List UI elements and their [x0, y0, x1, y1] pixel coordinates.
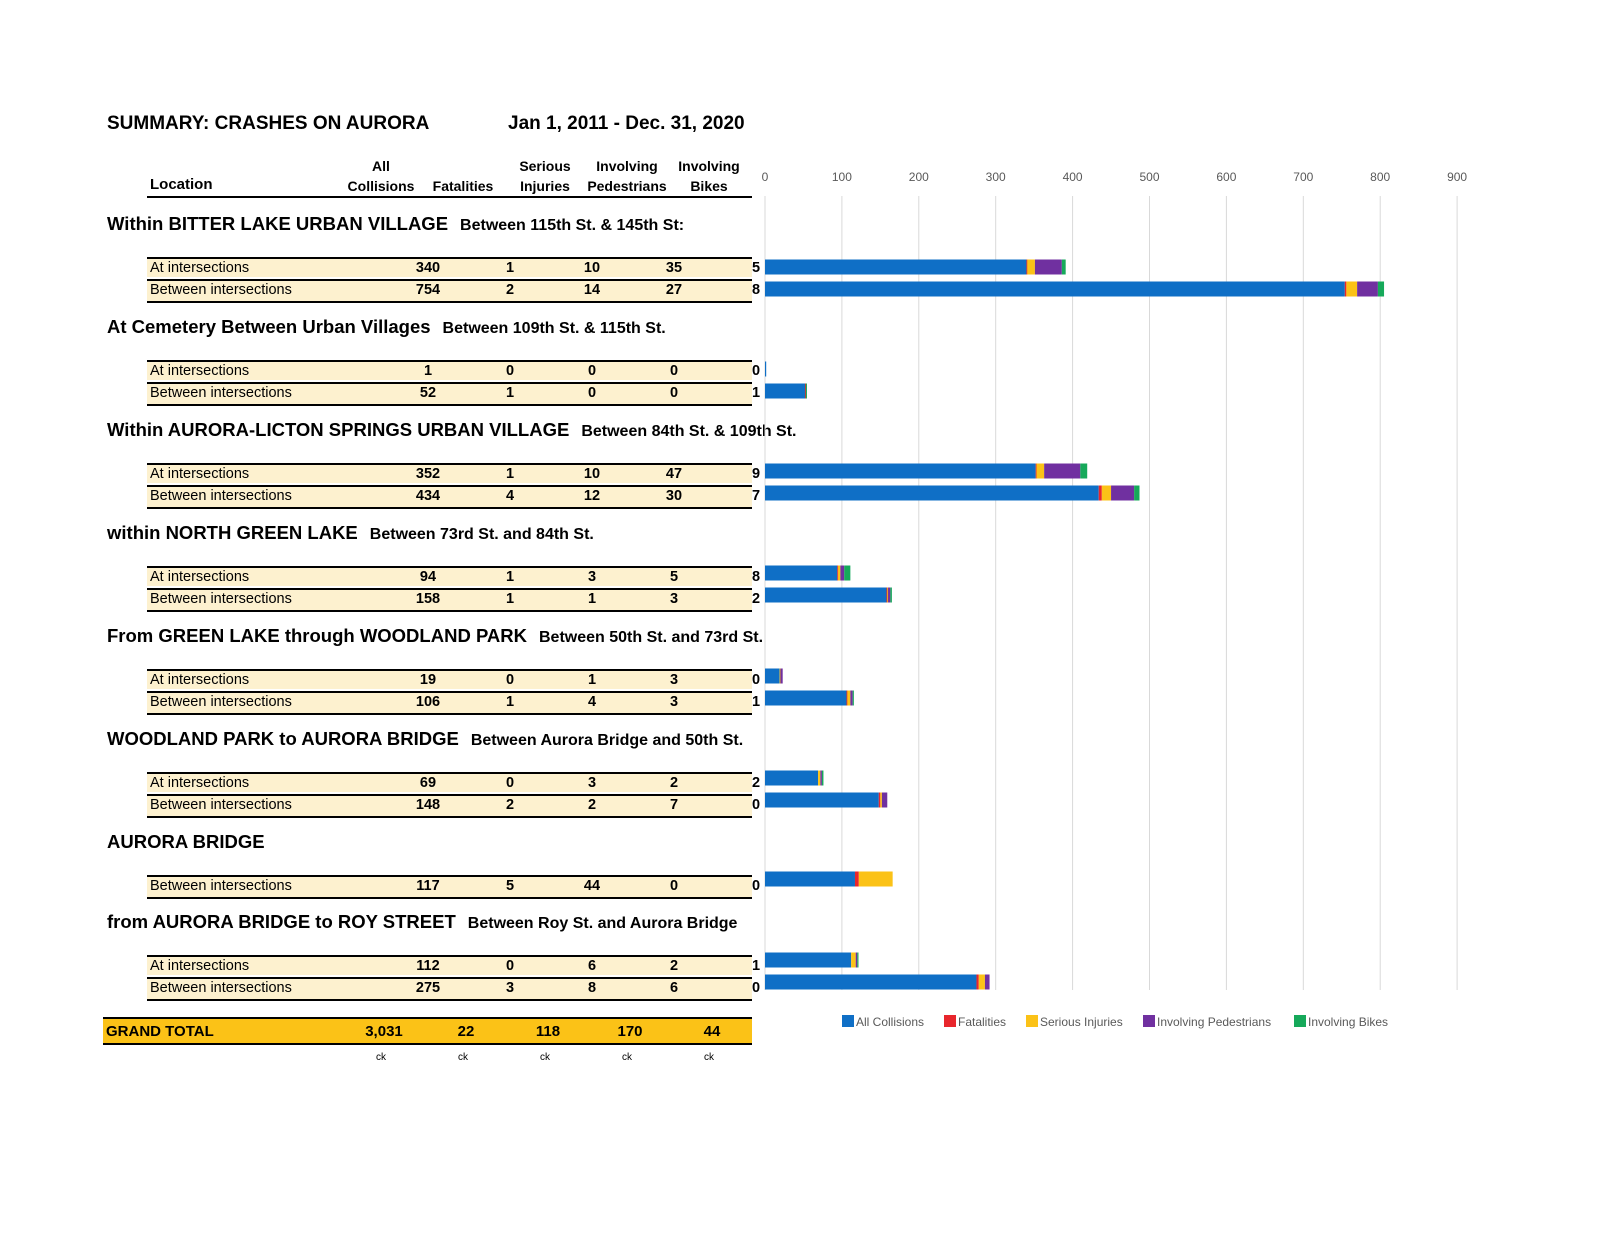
section-name: WOODLAND PARK to AURORA BRIDGE	[107, 728, 459, 749]
header-line: Serious	[519, 158, 571, 174]
cell-all-collisions: 117	[416, 878, 440, 894]
cell-all-collisions: 106	[415, 694, 441, 710]
cell-bikes: 7	[751, 488, 761, 504]
bar-all-collisions	[765, 588, 887, 603]
bar-serious-injuries	[818, 771, 820, 786]
x-tick-label: 200	[908, 170, 929, 184]
row-label: At intersections	[150, 363, 250, 379]
header-line: Injuries	[520, 178, 570, 194]
grand-total-all-collisions: 3,031	[365, 1023, 403, 1040]
column-header-location: Location	[150, 176, 213, 193]
cell-bikes: 2	[751, 775, 761, 791]
header-line: All	[372, 158, 390, 174]
cell-pedestrians: 27	[665, 282, 683, 298]
legend-label: Serious Injuries	[1040, 1015, 1123, 1029]
header-line: Pedestrians	[587, 178, 667, 194]
header-line: Involving	[596, 158, 658, 174]
cell-all-collisions: 112	[416, 958, 440, 974]
cell-pedestrians: 0	[669, 363, 679, 379]
cell-pedestrians: 6	[669, 980, 679, 996]
bar-serious-injuries	[847, 691, 850, 706]
cell-all-collisions: 148	[415, 797, 441, 813]
section-name: Within BITTER LAKE URBAN VILLAGE	[107, 213, 449, 234]
x-tick-label: 0	[761, 170, 769, 184]
cell-pedestrians: 2	[669, 958, 679, 974]
bar-involving-pedestrians	[888, 588, 890, 603]
legend-swatch	[1143, 1015, 1155, 1027]
section-range: Between 115th St. & 145th St:	[460, 217, 685, 234]
cell-pedestrians: 5	[669, 569, 679, 585]
legend-swatch	[842, 1015, 854, 1027]
grand-total-fatalities: 22	[457, 1023, 475, 1040]
cell-fatalities: 0	[505, 775, 515, 791]
row-label: At intersections	[150, 466, 250, 482]
row-label: Between intersections	[150, 488, 292, 504]
bar-fatalities	[855, 872, 859, 887]
section-range: Between 84th St. & 109th St.	[581, 423, 797, 440]
bar-involving-pedestrians	[1357, 282, 1378, 297]
bar-involving-bikes	[806, 384, 807, 399]
grand-total-bikes: 44	[703, 1023, 721, 1040]
cell-serious-injuries: 0	[587, 363, 597, 379]
bar-involving-bikes	[857, 953, 858, 968]
bar-all-collisions	[765, 362, 766, 377]
bar-all-collisions	[765, 771, 818, 786]
cell-all-collisions: 158	[415, 591, 441, 607]
bar-involving-bikes	[1134, 486, 1139, 501]
cell-serious-injuries: 3	[587, 775, 597, 791]
cell-fatalities: 0	[505, 958, 515, 974]
bar-involving-pedestrians	[985, 975, 990, 990]
cell-fatalities: 1	[505, 694, 515, 710]
bar-involving-pedestrians	[840, 566, 844, 581]
grand-total-label: GRAND TOTAL	[106, 1023, 214, 1040]
cell-fatalities: 0	[505, 363, 515, 379]
cell-fatalities: 1	[505, 591, 515, 607]
cell-bikes: 0	[751, 878, 761, 894]
bar-involving-pedestrians	[850, 691, 852, 706]
bar-involving-pedestrians	[780, 669, 782, 684]
legend-swatch	[944, 1015, 956, 1027]
bar-involving-bikes	[1080, 464, 1087, 479]
cell-all-collisions: 754	[415, 282, 441, 298]
row-label: At intersections	[150, 569, 250, 585]
cell-all-collisions: 434	[415, 488, 441, 504]
header-line: Fatalities	[432, 178, 494, 194]
legend-label: Involving Bikes	[1308, 1015, 1389, 1029]
bar-all-collisions	[765, 384, 805, 399]
check-mark: ck	[622, 1052, 632, 1063]
cell-bikes: 0	[751, 797, 761, 813]
cell-serious-injuries: 3	[587, 569, 597, 585]
cell-bikes: 1	[751, 958, 761, 974]
legend-label: Fatalities	[958, 1015, 1007, 1029]
section-name: At Cemetery Between Urban Villages	[107, 316, 431, 337]
section-range: Between 50th St. and 73rd St.	[539, 629, 764, 646]
bar-fatalities	[1099, 486, 1102, 501]
cell-bikes: 0	[751, 980, 761, 996]
bar-serious-injuries	[1036, 464, 1044, 479]
cell-bikes: 5	[751, 260, 761, 276]
cell-serious-injuries: 2	[587, 797, 597, 813]
bar-involving-bikes	[1062, 260, 1066, 275]
bar-serious-injuries	[979, 975, 985, 990]
section-name: Within AURORA-LICTON SPRINGS URBAN VILLAGE	[107, 419, 570, 440]
cell-fatalities: 2	[505, 797, 515, 813]
bar-involving-bikes	[890, 588, 892, 603]
cell-serious-injuries: 14	[583, 282, 601, 298]
x-tick-label: 700	[1293, 170, 1314, 184]
legend-swatch	[1294, 1015, 1306, 1027]
section-range: Between 73rd St. and 84th St.	[369, 526, 594, 543]
cell-pedestrians: 30	[665, 488, 683, 504]
legend-label: All Collisions	[856, 1015, 925, 1029]
bar-serious-injuries	[859, 872, 893, 887]
bar-involving-bikes	[1378, 282, 1384, 297]
bar-serious-injuries	[851, 953, 856, 968]
cell-serious-injuries: 0	[587, 385, 597, 401]
cell-pedestrians: 3	[669, 694, 679, 710]
cell-all-collisions: 69	[419, 775, 437, 791]
header-line: Involving	[678, 158, 740, 174]
cell-fatalities: 4	[505, 488, 515, 504]
cell-fatalities: 1	[505, 569, 515, 585]
bar-all-collisions	[765, 260, 1026, 275]
cell-pedestrians: 3	[669, 672, 679, 688]
bar-all-collisions	[765, 953, 851, 968]
bar-involving-pedestrians	[1044, 464, 1080, 479]
cell-serious-injuries: 1	[587, 672, 597, 688]
x-tick-label: 100	[831, 170, 852, 184]
cell-bikes: 1	[751, 694, 761, 710]
row-label: At intersections	[150, 958, 250, 974]
legend-swatch	[1026, 1015, 1038, 1027]
bar-involving-bikes	[822, 771, 824, 786]
cell-pedestrians: 3	[669, 591, 679, 607]
cell-all-collisions: 1	[423, 363, 433, 379]
x-tick-label: 800	[1370, 170, 1391, 184]
x-tick-label: 400	[1062, 170, 1083, 184]
date-range: Jan 1, 2011 - Dec. 31, 2020	[508, 113, 745, 134]
bar-involving-pedestrians	[1035, 260, 1062, 275]
check-mark: ck	[376, 1052, 386, 1063]
row-label: Between intersections	[150, 694, 292, 710]
legend-label: Involving Pedestrians	[1157, 1015, 1272, 1029]
bar-all-collisions	[765, 975, 976, 990]
bar-fatalities	[1345, 282, 1347, 297]
cell-serious-injuries: 4	[587, 694, 597, 710]
section-range: Between Aurora Bridge and 50th St.	[470, 732, 744, 749]
row-label: Between intersections	[150, 878, 292, 894]
section-range: Between 109th St. & 115th St.	[442, 320, 666, 337]
cell-serious-injuries: 10	[583, 260, 601, 276]
bar-all-collisions	[765, 486, 1099, 501]
bar-all-collisions	[765, 691, 847, 706]
cell-bikes: 2	[751, 591, 761, 607]
x-tick-label: 500	[1139, 170, 1160, 184]
cell-pedestrians: 47	[665, 466, 683, 482]
cell-fatalities: 2	[505, 282, 515, 298]
bar-serious-injuries	[1346, 282, 1357, 297]
check-mark: ck	[540, 1052, 550, 1063]
cell-pedestrians: 0	[669, 878, 679, 894]
cell-pedestrians: 35	[665, 260, 683, 276]
cell-fatalities: 0	[505, 672, 515, 688]
cell-serious-injuries: 1	[587, 591, 597, 607]
grand-total-serious-injuries: 118	[535, 1023, 561, 1040]
cell-all-collisions: 340	[415, 260, 441, 276]
bar-all-collisions	[765, 669, 780, 684]
bar-serious-injuries	[1102, 486, 1111, 501]
cell-serious-injuries: 10	[583, 466, 601, 482]
cell-serious-injuries: 12	[583, 488, 601, 504]
bar-all-collisions	[765, 872, 855, 887]
bar-fatalities	[976, 975, 978, 990]
check-mark: ck	[458, 1052, 468, 1063]
bar-involving-bikes	[853, 691, 854, 706]
cell-all-collisions: 19	[419, 672, 437, 688]
page-title: SUMMARY: CRASHES ON AURORA	[107, 113, 430, 134]
row-label: Between intersections	[150, 797, 292, 813]
bar-all-collisions	[765, 464, 1036, 479]
cell-bikes: 1	[751, 385, 761, 401]
row-label: Between intersections	[150, 591, 292, 607]
cell-fatalities: 3	[505, 980, 515, 996]
cell-serious-injuries: 6	[587, 958, 597, 974]
cell-bikes: 8	[751, 569, 761, 585]
section-name: from AURORA BRIDGE to ROY STREET	[107, 911, 456, 932]
bar-all-collisions	[765, 566, 837, 581]
bar-involving-pedestrians	[856, 953, 858, 968]
cell-all-collisions: 94	[419, 569, 437, 585]
cell-all-collisions: 352	[415, 466, 441, 482]
check-mark: ck	[704, 1052, 714, 1063]
bar-serious-injuries	[838, 566, 840, 581]
row-label: Between intersections	[150, 385, 292, 401]
section-name: AURORA BRIDGE	[107, 831, 265, 852]
x-tick-label: 300	[985, 170, 1006, 184]
section-name: within NORTH GREEN LAKE	[107, 522, 358, 543]
cell-fatalities: 1	[505, 466, 515, 482]
x-tick-label: 600	[1216, 170, 1237, 184]
bar-involving-pedestrians	[882, 793, 887, 808]
cell-bikes: 0	[751, 672, 761, 688]
bar-involving-bikes	[844, 566, 850, 581]
grand-total-pedestrians: 170	[617, 1023, 643, 1040]
cell-pedestrians: 0	[669, 385, 679, 401]
row-label: Between intersections	[150, 980, 292, 996]
cell-pedestrians: 7	[669, 797, 679, 813]
bar-involving-pedestrians	[1111, 486, 1134, 501]
header-line: Bikes	[690, 178, 728, 194]
row-label: At intersections	[150, 260, 250, 276]
cell-all-collisions: 275	[415, 980, 441, 996]
x-tick-label: 900	[1447, 170, 1468, 184]
cell-all-collisions: 52	[419, 385, 437, 401]
cell-fatalities: 1	[505, 385, 515, 401]
row-label: Between intersections	[150, 282, 292, 298]
cell-bikes: 8	[751, 282, 761, 298]
cell-bikes: 0	[751, 363, 761, 379]
bar-fatalities	[879, 793, 881, 808]
cell-fatalities: 5	[505, 878, 515, 894]
cell-serious-injuries: 44	[583, 878, 601, 894]
section-name: From GREEN LAKE through WOODLAND PARK	[107, 625, 527, 646]
cell-fatalities: 1	[505, 260, 515, 276]
bar-all-collisions	[765, 282, 1345, 297]
bar-involving-pedestrians	[820, 771, 822, 786]
header-line: Collisions	[347, 178, 415, 194]
bar-serious-injuries	[880, 793, 882, 808]
section-range: Between Roy St. and Aurora Bridge	[467, 915, 738, 932]
cell-bikes: 9	[751, 466, 761, 482]
cell-serious-injuries: 8	[587, 980, 597, 996]
row-label: At intersections	[150, 672, 250, 688]
bar-all-collisions	[765, 793, 879, 808]
row-label: At intersections	[150, 775, 250, 791]
cell-pedestrians: 2	[669, 775, 679, 791]
bar-serious-injuries	[1027, 260, 1035, 275]
